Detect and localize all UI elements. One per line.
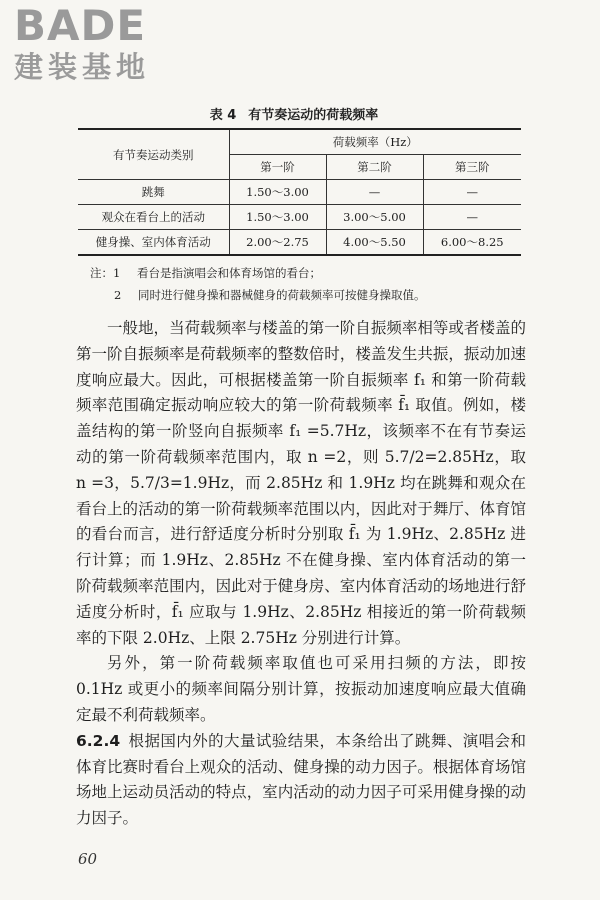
page-number: 60 xyxy=(78,850,98,868)
header-category: 有节奏运动类别 xyxy=(78,129,229,180)
table-row xyxy=(78,205,521,230)
load-frequency-table xyxy=(78,128,521,256)
logo-subtitle: 建装基地 xyxy=(14,50,151,84)
table-cell: 3.00～5.00 xyxy=(326,205,423,230)
table-cell: — xyxy=(423,180,521,205)
note-item xyxy=(90,284,426,306)
table-caption xyxy=(0,104,600,123)
table-row xyxy=(78,180,521,205)
table-cell: 2.00～2.75 xyxy=(229,230,326,256)
table-notes xyxy=(90,262,426,306)
header-order-1: 第一阶 xyxy=(229,155,326,180)
paragraph: 一般地，当荷载频率与楼盖的第一阶自振频率相等或者楼盖的第一阶自振频率是荷载频率的整数倍时，楼盖发生共振，振动加速度响应最大。因此，可根据楼盖第一阶自振频率 f₁ 和第一阶荷载频率范围确定振动响应较大的第一阶荷载频率 f̄₁ 取值。例如，楼盖结构的第一阶竖向自振频率 f₁ =5.7Hz，该频率不在有节奏运动的第一阶荷载频率范围内，取 n =2，则 5.7/2=2.85Hz，取 n =3，5.7/3=1.9Hz，而 2.85Hz 和 1.9Hz 均在跳舞和观众在看台上的活动的第一阶荷载频率范围以内，因此对于舞厅、体育馆的看台而言，进行舒适度分析时分别取 f̄₁ 为 1.9Hz、2.85Hz 进行计算；而 1.9Hz、2.85Hz 不在健身操、室内体育活动的第一阶荷载频率范围内，因此对于健身房、室内体育活动的场地进行舒适度分析时，f̄₁ 应取与 1.9Hz、2.85Hz 相接近的第一阶荷载频率的下限 2.0Hz、上限 2.75Hz 分别进行计算。 xyxy=(76,319,526,647)
note-text: 看台是指演唱会和体育场馆的看台； xyxy=(137,266,321,280)
paragraph: 另外，第一阶荷载频率取值也可采用扫频的方法，即按 0.1Hz 或更小的频率间隔分别计算，按振动加速度响应最大值确定最不利荷载频率。 xyxy=(76,654,526,724)
note-item xyxy=(90,262,426,284)
table-number: 表 4 xyxy=(209,108,237,123)
logo xyxy=(14,2,184,84)
body-text xyxy=(76,316,526,832)
logo-wordmark: BADE xyxy=(14,1,147,50)
table-cell: 4.00～5.50 xyxy=(326,230,423,256)
table-cell: 1.50～3.00 xyxy=(229,180,326,205)
row-category: 观众在看台上的活动 xyxy=(78,205,229,230)
section-paragraph xyxy=(76,729,526,832)
note-number: 2 xyxy=(114,288,122,302)
table-cell: — xyxy=(326,180,423,205)
header-load-frequency: 荷载频率（Hz） xyxy=(229,129,521,155)
table-cell: — xyxy=(423,205,521,230)
section-number: 6.2.4 xyxy=(76,731,121,750)
note-text: 同时进行健身操和器械健身的荷载频率可按健身操取值。 xyxy=(138,288,426,302)
note-prefix: 注： xyxy=(90,266,113,280)
section-text: 根据国内外的大量试验结果，本条给出了跳舞、演唱会和体育比赛时看台上观众的活动、健身操的动力因子。根据体育场馆场地上运动员活动的特点，室内活动的动力因子可采用健身操的动力因子。 xyxy=(76,731,526,828)
table-cell: 6.00～8.25 xyxy=(423,230,521,256)
table-row xyxy=(78,230,521,256)
row-category: 跳舞 xyxy=(78,180,229,205)
note-number: 1 xyxy=(113,266,121,280)
row-category: 健身操、室内体育活动 xyxy=(78,230,229,256)
table-title: 有节奏运动的荷载频率 xyxy=(248,108,379,123)
header-order-3: 第三阶 xyxy=(423,155,521,180)
header-order-2: 第二阶 xyxy=(326,155,423,180)
table-cell: 1.50～3.00 xyxy=(229,205,326,230)
